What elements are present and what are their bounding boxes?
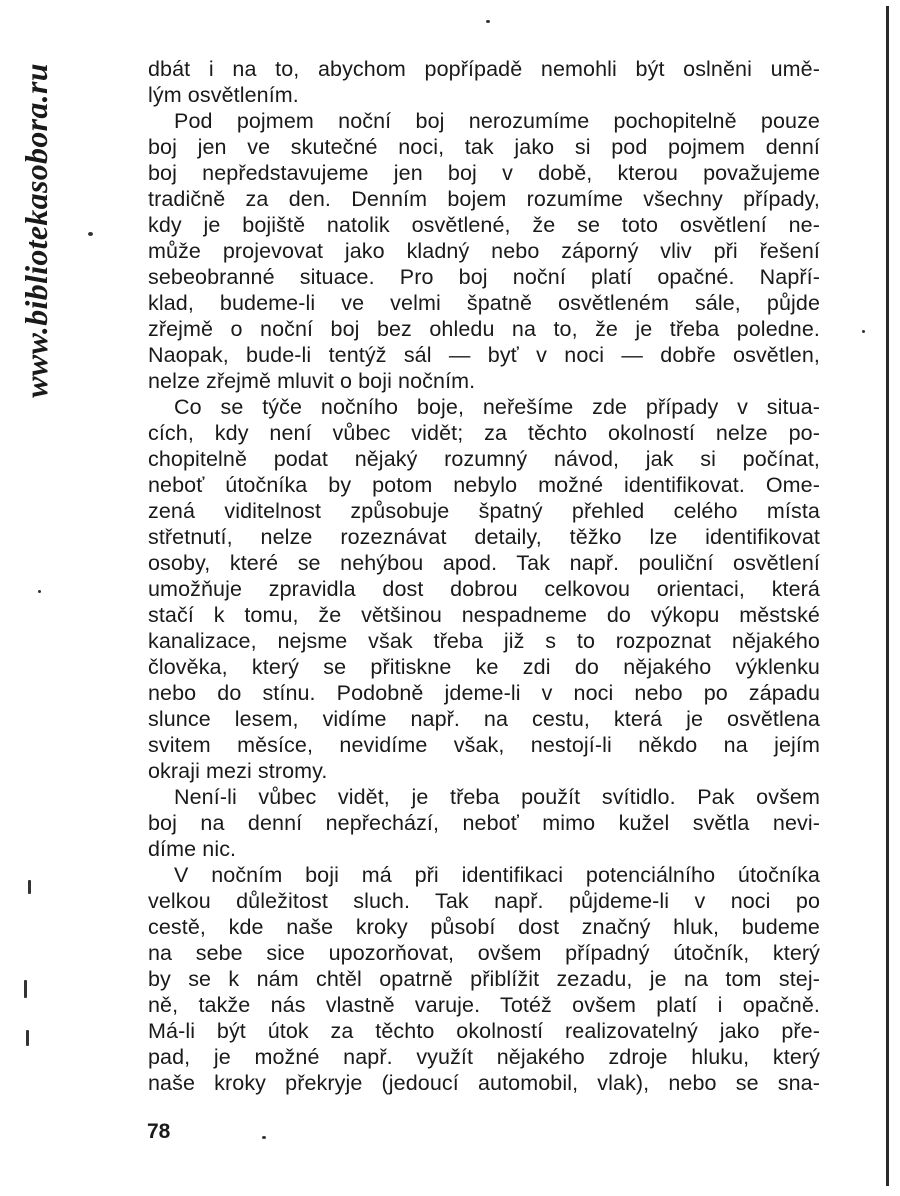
page-number: 78: [147, 1120, 171, 1143]
text-line: díme nic.: [148, 837, 237, 861]
text-line: cích, kdy není vůbec vidět; za těchto okolností nelze po-: [148, 421, 820, 445]
text-line: svitem měsíce, nevidíme však, nestojí-li někdo na jejím: [148, 733, 820, 757]
watermark: [8, 10, 64, 450]
text-line: zřejmě o noční boj bez ohledu na to, že je třeba poledne.: [148, 317, 820, 341]
text-line: okraji mezi stromy.: [148, 759, 328, 783]
text-line: tradičně za den. Denním bojem rozumíme všechny případy,: [148, 187, 820, 211]
text-line: Naopak, bude-li tentýž sál — byť v noci — dobře osvětlen,: [148, 343, 820, 367]
scan-speck: [26, 1030, 29, 1046]
scan-speck: [24, 980, 27, 998]
text-line: velkou důležitost sluch. Tak např. půjdeme-li v noci po: [148, 889, 820, 913]
scan-speck: [486, 20, 490, 23]
text-line: člověka, který se přitiskne ke zdi do nějakého výklenku: [148, 655, 820, 679]
text-line: boj na denní nepřechází, neboť mimo kužel světla nevi-: [148, 811, 820, 835]
text-line: slunce lesem, vidíme např. na cestu, která je osvětlena: [148, 707, 820, 731]
text-line: nebo do stínu. Podobně jdeme-li v noci nebo po západu: [148, 681, 820, 705]
text-line: pad, je možné např. využít nějakého zdroje hluku, který: [148, 1045, 820, 1069]
text-line: chopitelně podat nějaký rozumný návod, jak si počínat,: [148, 447, 820, 471]
text-line: kdy je bojiště natolik osvětlené, že se toto osvětlení ne-: [148, 213, 820, 237]
text-line: boj jen ve skutečné noci, tak jako si pod pojmem denní: [148, 135, 820, 159]
text-line: umožňuje zpravidla dost dobrou celkovou orientaci, která: [148, 577, 820, 601]
scan-speck: [88, 232, 93, 236]
text-line: osoby, které se nehýbou apod. Tak např. pouliční osvětlení: [148, 551, 820, 575]
text-line: by se k nám chtěl opatrně přiblížit zezadu, je na tom stej-: [148, 967, 820, 991]
text-line: ně, takže nás vlastně varuje. Totéž ovšem platí i opačně.: [148, 993, 820, 1017]
scan-speck: [38, 590, 41, 593]
text-line: boj nepředstavujeme jen boj v době, kterou považujeme: [148, 161, 820, 185]
text-line: nelze zřejmě mluvit o boji nočním.: [148, 369, 476, 393]
watermark-text: www.bibliotekasobora.ru: [17, 62, 54, 398]
text-line: neboť útočníka by potom nebylo možné identifikovat. Ome-: [148, 473, 820, 497]
paragraph-first-line: Pod pojmem noční boj nerozumíme pochopitelně pouze: [174, 109, 820, 133]
text-line: kanalizace, nejsme však třeba již s to rozpoznat nějakého: [148, 629, 820, 653]
paragraph-first-line: Není-li vůbec vidět, je třeba použít svítidlo. Pak ovšem: [174, 785, 820, 809]
text-line: cestě, kde naše kroky působí dost značný hluk, budeme: [148, 915, 820, 939]
body-text: [148, 56, 820, 1096]
text-line: klad, budeme-li ve velmi špatně osvětleném sále, půjde: [148, 291, 820, 315]
text-line: stačí k tomu, že většinou nespadneme do výkopu městské: [148, 603, 820, 627]
text-line: střetnutí, nelze rozeznávat detaily, těžko lze identifikovat: [148, 525, 820, 549]
text-line: zená viditelnost způsobuje špatný přehled celého místa: [148, 499, 820, 523]
text-line: naše kroky překryje (jedoucí automobil, vlak), nebo se sna-: [148, 1071, 820, 1095]
text-line: lým osvětlením.: [148, 83, 299, 107]
paragraph-first-line: V nočním boji má při identifikaci potenciálního útočníka: [174, 863, 820, 887]
text-line: může projevovat jako kladný nebo záporný vliv při řešení: [148, 239, 820, 263]
scan-speck: [28, 880, 31, 894]
paragraph-first-line: Co se týče nočního boje, neřešíme zde případy v situa-: [174, 395, 820, 419]
text-line: na sebe sice upozorňovat, ovšem případný útočník, který: [148, 941, 820, 965]
text-line: Má-li být útok za těchto okolností realizovatelný jako pře-: [148, 1019, 820, 1043]
scan-speck: [262, 1136, 266, 1139]
scan-speck: [862, 330, 865, 333]
text-line: sebeobranné situace. Pro boj noční platí opačné. Napří-: [148, 265, 820, 289]
text-line: dbát i na to, abychom popřípadě nemohli být oslněni umě-: [148, 57, 820, 81]
